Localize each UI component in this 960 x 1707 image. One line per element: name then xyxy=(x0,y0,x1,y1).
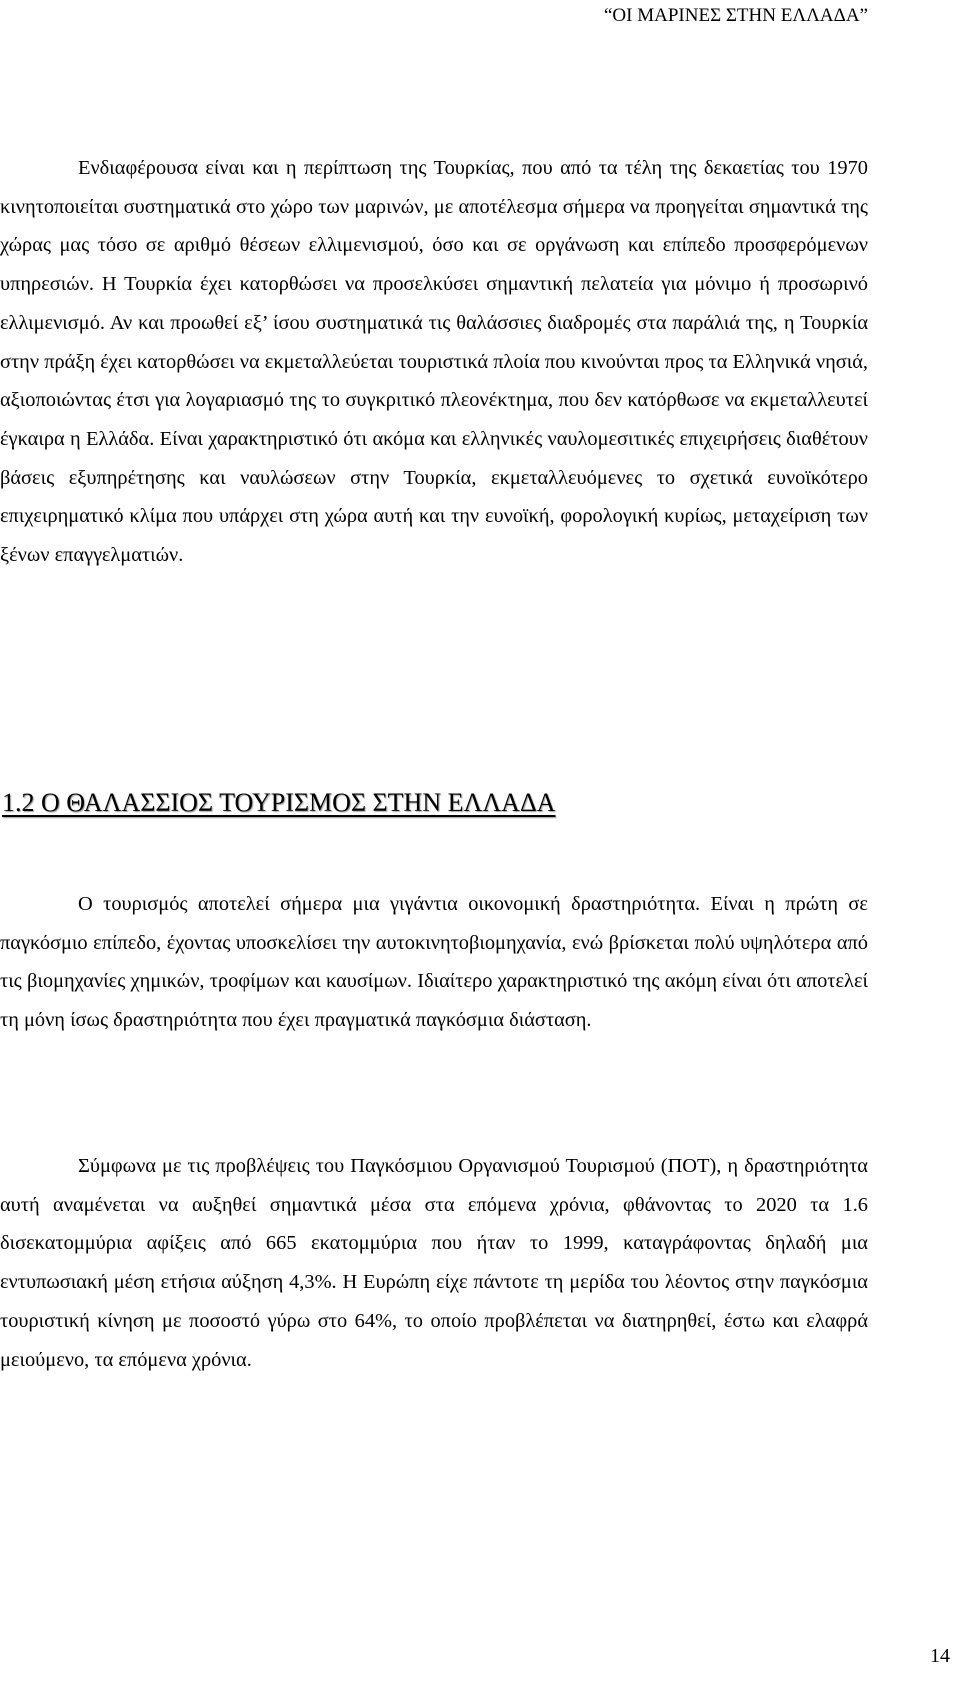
paragraph-tourism-forecast: Σύμφωνα με τις προβλέψεις του Παγκόσμιου Οργανισμού Τουρισμού (ΠΟΤ), η δραστηριότητα αυτή αναμένεται να αυξηθεί σημαντικά μέσα στα επόμενα χρόνια, φθάνοντας το 2020 τα 1.6 δισεκατομμύρια αφίξεις από 665 εκατομμύρια που ήταν το 1999, καταγράφοντας δηλαδή μια εντυπωσιακή μέση ετήσια αύξηση 4,3%. Η Ευρώπη είχε πάντοτε τη μερίδα του λέοντος στην παγκόσμια τουριστική κίνηση με ποσοστό γύρω στο 64%, το οποίο προβλέπεται να διατηρηθεί, έστω και ελαφρά μειούμενο, τα επόμενα χρόνια. xyxy=(0,1155,868,1371)
paragraph-tourism-economy: Ο τουρισμός αποτελεί σήμερα μια γιγάντια οικονομική δραστηριότητα. Είναι η πρώτη σε παγκόσμιο επίπεδο, έχοντας υποσκελίσει την αυτοκινητοβιομηχανία, ενώ βρίσκεται πολύ υψηλότερα από τις βιομηχανίες χημικών, τροφίμων και καυσίμων. Ιδιαίτερο χαρακτηριστικό της ακόμη είναι ότι αποτελεί τη μόνη ίσως δραστηριότητα που έχει πραγματικά παγκόσμια διάσταση. xyxy=(0,893,868,1032)
page-number: 14 xyxy=(930,1645,950,1667)
running-header-title: “ΟΙ ΜΑΡΙΝΕΣ ΣΤΗΝ ΕΛΛΑΔΑ” xyxy=(604,5,868,26)
paragraph-turkey-marinas: Ενδιαφέρουσα είναι και η περίπτωση της Τουρκίας, που από τα τέλη της δεκαετίας του 1970 κινητοποιείται συστηματικά στο χώρο των μαρινών, με αποτέλεσμα σήμερα να προηγείται σημαντικά της χώρας μας τόσο σε αριθμό θέσεων ελλιμενισμού, όσο και σε οργάνωση και επίπεδο προσφερόμενων υπηρεσιών. Η Τουρκία έχει κατορθώσει να προσελκύσει σημαντική πελατεία για μόνιμο ή προσωρινό ελλιμενισμό. Αν και προωθεί εξ’ ίσου συστηματικά τις θαλάσσιες διαδρομές στα παράλιά της, η Τουρκία στην πράξη έχει κατορθώσει να εκμεταλλεύεται τουριστικά πλοία που κινούνται προς τα Ελληνικά νησιά, αξιοποιώντας έτσι για λογαριασμό της το συγκριτικό πλεονέκτημα, που δεν κατόρθωσε να εκμεταλλευτεί έγκαιρα η Ελλάδα. Είναι χαρακτηριστικό ότι ακόμα και ελληνικές ναυλομεσιτικές επιχειρήσεις διαθέτουν βάσεις εξυπηρέτησης και ναυλώσεων στην Τουρκία, εκμεταλλευόμενες το σχετικά ευνοϊκότερο επιχειρηματικό κλίμα που υπάρχει στη χώρα αυτή και την ευνοϊκή, φορολογική κυρίως, μεταχείριση των ξένων επαγγελματιών. xyxy=(0,157,868,567)
section-heading: 1.2 Ο ΘΑΛΑΣΣΙΟΣ ΤΟΥΡΙΣΜΟΣ ΣΤΗΝ ΕΛΛΑΔΑ xyxy=(2,788,556,817)
